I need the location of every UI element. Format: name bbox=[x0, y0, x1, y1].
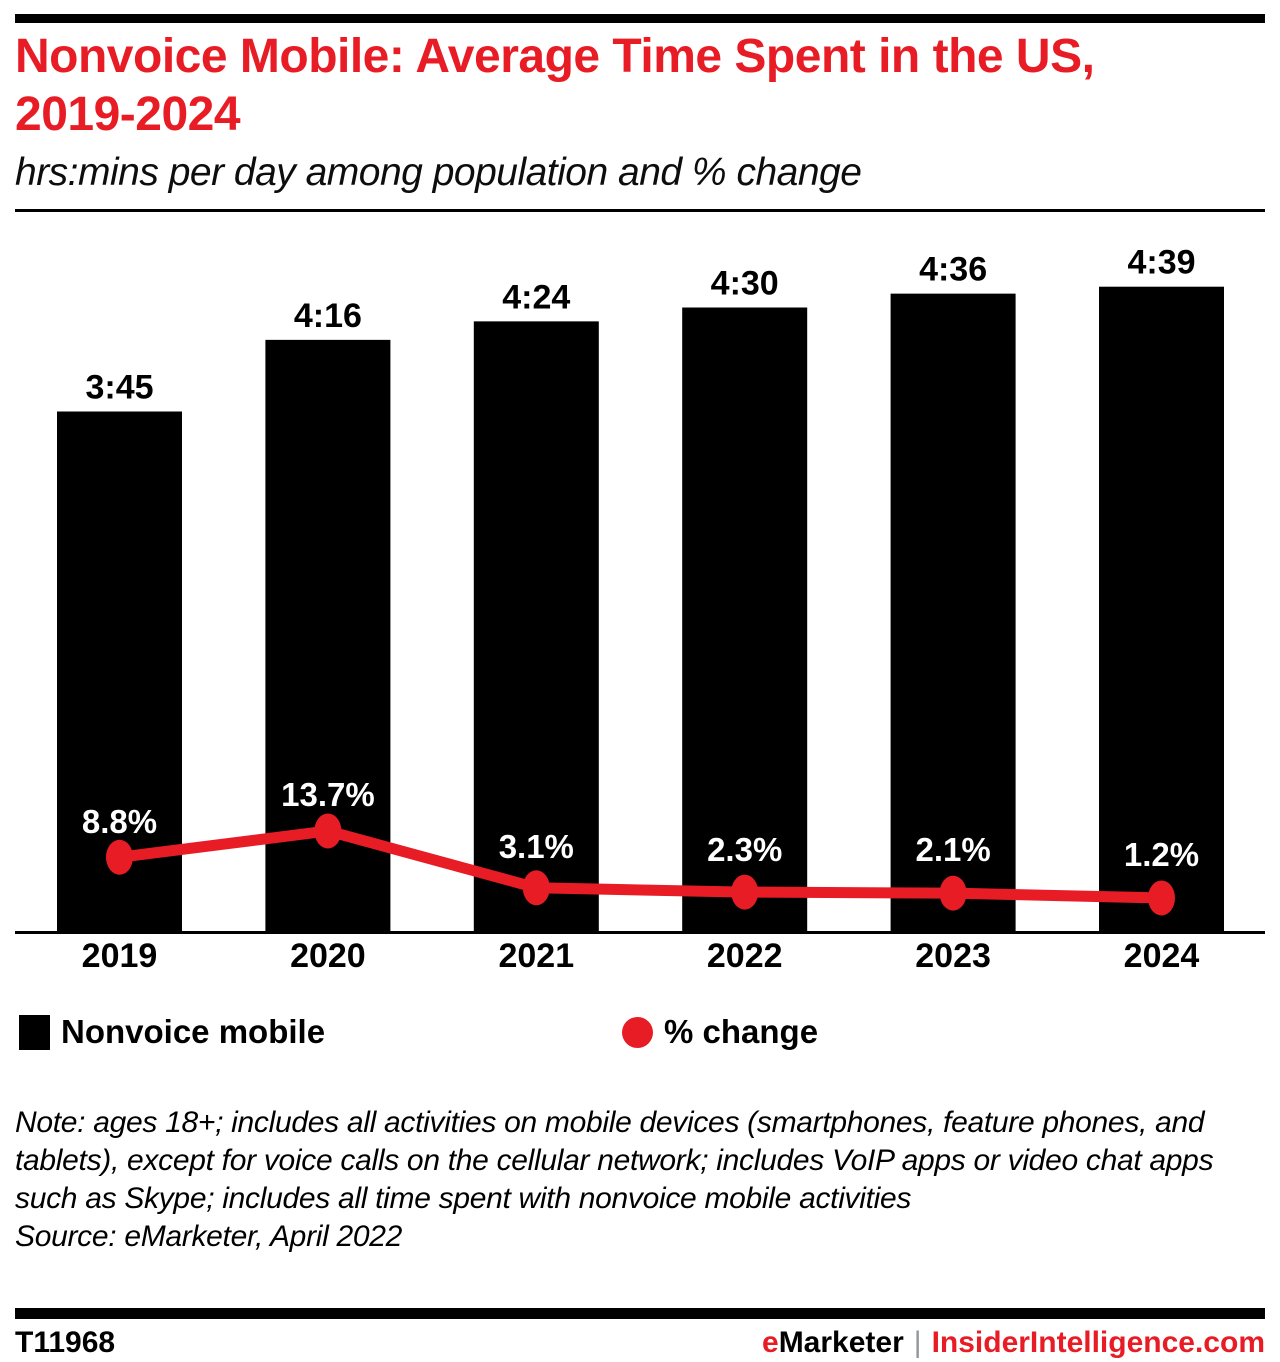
pct-change-label-2021: 3.1% bbox=[498, 827, 574, 865]
pct-change-label-2020: 13.7% bbox=[281, 775, 375, 813]
x-axis-label-2023: 2023 bbox=[915, 937, 991, 975]
footer-accent-bar bbox=[15, 1308, 1265, 1319]
footer-separator: | bbox=[913, 1326, 922, 1359]
pct-change-label-2024: 1.2% bbox=[1123, 835, 1200, 873]
pct-change-point-2022 bbox=[731, 875, 758, 910]
chart-id: T11968 bbox=[15, 1326, 116, 1359]
x-axis-label-2020: 2020 bbox=[290, 937, 366, 975]
bar-series-swatch-icon bbox=[19, 1015, 50, 1050]
chart-subtitle: hrs:mins per day among population and % change bbox=[15, 151, 862, 194]
legend-item-pct-change bbox=[622, 1012, 818, 1052]
pct-change-point-2019 bbox=[106, 840, 133, 875]
chart-title-line-1: Nonvoice Mobile: Average Time Spent in the US, bbox=[15, 30, 1095, 83]
brand-site-link: InsiderIntelligence.com bbox=[931, 1326, 1265, 1359]
brand-rest: Marketer bbox=[778, 1326, 904, 1359]
pct-change-point-2020 bbox=[314, 813, 341, 848]
bar-value-label-2022: 4:30 bbox=[710, 264, 779, 303]
pct-change-label-2023: 2.1% bbox=[915, 831, 991, 869]
legend-item-nonvoice-mobile bbox=[19, 1012, 325, 1052]
pct-change-point-2023 bbox=[940, 876, 967, 911]
pct-change-label-2019: 8.8% bbox=[81, 803, 158, 841]
line-series-swatch-icon bbox=[622, 1017, 653, 1048]
footer-branding bbox=[762, 1326, 1265, 1360]
pct-change-label-2022: 2.3% bbox=[707, 831, 783, 869]
footnote-block bbox=[15, 1104, 1225, 1256]
chart-legend bbox=[19, 1012, 1265, 1052]
note-text: Note: ages 18+; includes all activities on mobile devices (smartphones, feature phones, and tablets), except for voice calls on the cellular network; includes VoIP apps or video chat apps such as Skype; includes all time spent with nonvoice mobile activities bbox=[15, 1106, 1214, 1215]
pct-change-point-2021 bbox=[523, 870, 550, 905]
x-axis-label-2021: 2021 bbox=[498, 937, 575, 975]
bar-value-label-2023: 4:36 bbox=[919, 250, 988, 289]
bar-value-label-2021: 4:24 bbox=[502, 278, 571, 317]
x-axis-label-2019: 2019 bbox=[81, 937, 158, 975]
bar-value-label-2020: 4:16 bbox=[293, 296, 362, 335]
bar-value-label-2019: 3:45 bbox=[85, 368, 154, 407]
brand-emarketer bbox=[762, 1326, 904, 1360]
brand-first-letter: e bbox=[762, 1326, 779, 1359]
pct-change-point-2024 bbox=[1148, 880, 1175, 915]
x-axis-label-2024: 2024 bbox=[1123, 937, 1200, 975]
x-axis-label-2022: 2022 bbox=[706, 937, 783, 975]
footer bbox=[15, 1326, 1265, 1360]
bar-value-label-2024: 4:39 bbox=[1127, 243, 1196, 282]
chart-title-line-2: 2019-2024 bbox=[15, 88, 241, 141]
legend-label: % change bbox=[664, 1013, 819, 1050]
legend-label: Nonvoice mobile bbox=[61, 1013, 326, 1050]
source-text: Source: eMarketer, April 2022 bbox=[15, 1220, 403, 1253]
x-axis-line bbox=[15, 931, 1265, 934]
